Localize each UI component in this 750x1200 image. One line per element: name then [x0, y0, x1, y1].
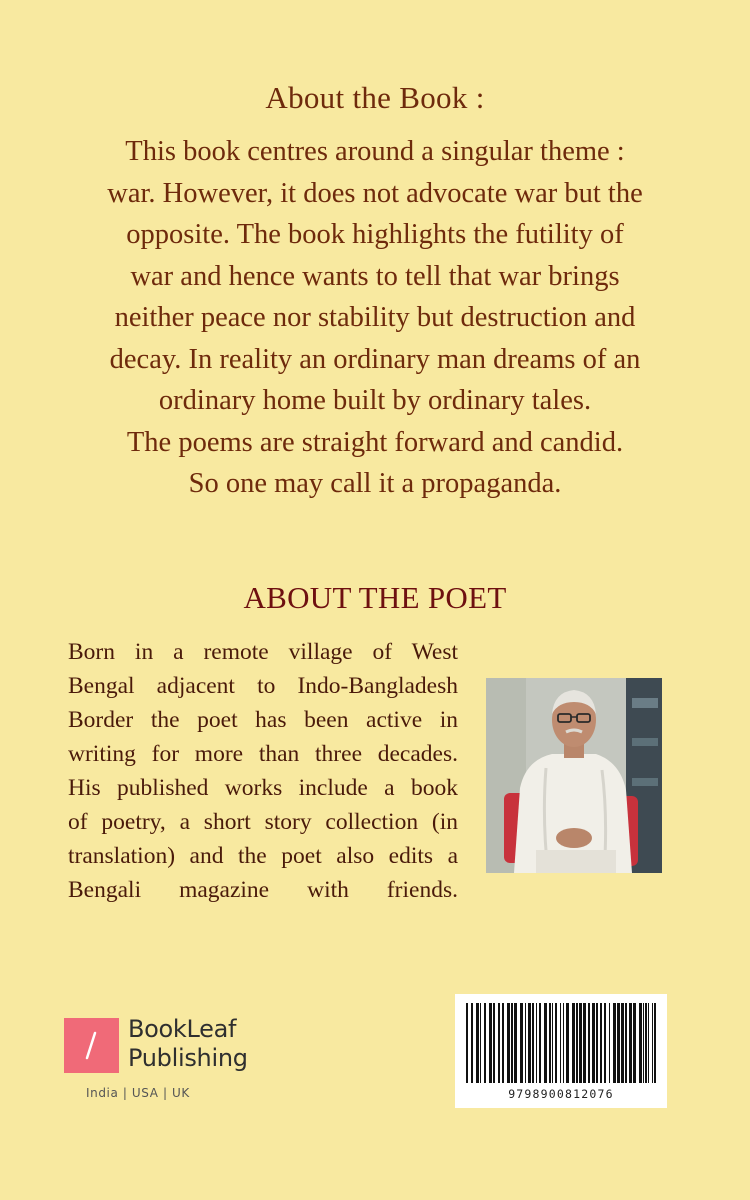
barcode-bar — [566, 1003, 569, 1083]
bio-line: Born in a remote village of West — [68, 639, 458, 665]
barcode-bar — [476, 1003, 479, 1083]
barcode-bar — [511, 1003, 513, 1083]
bio-line: writing for more than three decades. — [68, 741, 458, 767]
blurb-line: This book centres around a singular theme : — [125, 136, 625, 167]
barcode-bar — [588, 1003, 590, 1083]
barcode-bar — [604, 1003, 606, 1083]
slash-icon — [64, 1018, 119, 1073]
barcode-bar — [645, 1003, 647, 1083]
blurb-line: So one may call it a propaganda. — [188, 468, 562, 499]
barcode-bar — [572, 1003, 575, 1083]
bio-line: His published works include a book — [68, 775, 458, 801]
bio-line: Bengal adjacent to Indo-Bangladesh — [68, 673, 458, 699]
publisher-name — [128, 1015, 248, 1073]
barcode-bar — [576, 1003, 578, 1083]
bio-line: of poetry, a short story collection (in — [68, 809, 458, 835]
barcode-bar — [629, 1003, 632, 1083]
barcode-bar — [654, 1003, 656, 1083]
barcode-bar — [471, 1003, 473, 1083]
barcode-bar — [552, 1003, 553, 1083]
barcode-bar — [520, 1003, 523, 1083]
barcode-bar — [498, 1003, 500, 1083]
barcode-bar — [528, 1003, 531, 1083]
barcode-bar — [493, 1003, 495, 1083]
barcode-bar — [489, 1003, 492, 1083]
barcode-bar — [652, 1003, 653, 1083]
barcode-bar — [555, 1003, 557, 1083]
blurb-line: ordinary home built by ordinary tales. — [158, 385, 592, 416]
barcode-bar — [536, 1003, 537, 1083]
barcode — [455, 994, 667, 1108]
barcode-icon — [464, 1003, 658, 1085]
blurb-line: The poems are straight forward and candid. — [126, 426, 624, 458]
about-book-blurb — [60, 131, 690, 505]
about-poet-heading: ABOUT THE POET — [243, 580, 507, 615]
barcode-bar — [525, 1003, 526, 1083]
barcode-bar — [549, 1003, 551, 1083]
poet-portrait-illustration — [486, 678, 662, 873]
barcode-bar — [596, 1003, 598, 1083]
blurb-line: decay. In reality an ordinary man dreams of an — [109, 343, 641, 375]
publisher-name-line1: BookLeaf — [128, 1015, 237, 1043]
barcode-bar — [502, 1003, 504, 1083]
barcode-bar — [617, 1003, 620, 1083]
barcode-bar — [613, 1003, 616, 1083]
barcode-bar — [480, 1003, 481, 1083]
poet-photo — [486, 678, 662, 873]
barcode-bar — [544, 1003, 547, 1083]
blurb-line: war and hence wants to tell that war brings — [130, 260, 620, 292]
barcode-bar — [648, 1003, 649, 1083]
blurb-line: war. However, it does not advocate war but the — [107, 177, 643, 209]
barcode-bar — [639, 1003, 642, 1083]
bio-line: Border the poet has been active in — [68, 707, 458, 733]
poet-bio — [68, 635, 458, 907]
bio-line: Bengali magazine with friends. — [68, 877, 458, 903]
barcode-bar — [532, 1003, 534, 1083]
bio-line: translation) and the poet also edits a — [68, 843, 458, 869]
barcode-bar — [563, 1003, 564, 1083]
publisher-name-line2: Publishing — [128, 1044, 248, 1072]
barcode-bar — [514, 1003, 517, 1083]
barcode-bar — [621, 1003, 624, 1083]
publisher-regions: India | USA | UK — [86, 1086, 190, 1100]
barcode-bar — [539, 1003, 541, 1083]
barcode-bar — [484, 1003, 486, 1083]
barcode-bar — [583, 1003, 586, 1083]
barcode-bar — [579, 1003, 582, 1083]
barcode-bar — [633, 1003, 636, 1083]
barcode-bar — [466, 1003, 468, 1083]
barcode-bar — [507, 1003, 510, 1083]
barcode-bar — [625, 1003, 627, 1083]
barcode-bar — [592, 1003, 595, 1083]
barcode-bar — [609, 1003, 610, 1083]
isbn-number: 9798900812076 — [508, 1087, 614, 1101]
barcode-bar — [560, 1003, 561, 1083]
blurb-line: opposite. The book highlights the futility of — [126, 219, 624, 250]
barcode-bar — [600, 1003, 602, 1083]
about-book-title: About the Book : — [265, 80, 485, 115]
barcode-bar — [643, 1003, 644, 1083]
publisher-logo — [64, 1015, 284, 1108]
blurb-line: neither peace nor stability but destruction and — [114, 302, 636, 333]
